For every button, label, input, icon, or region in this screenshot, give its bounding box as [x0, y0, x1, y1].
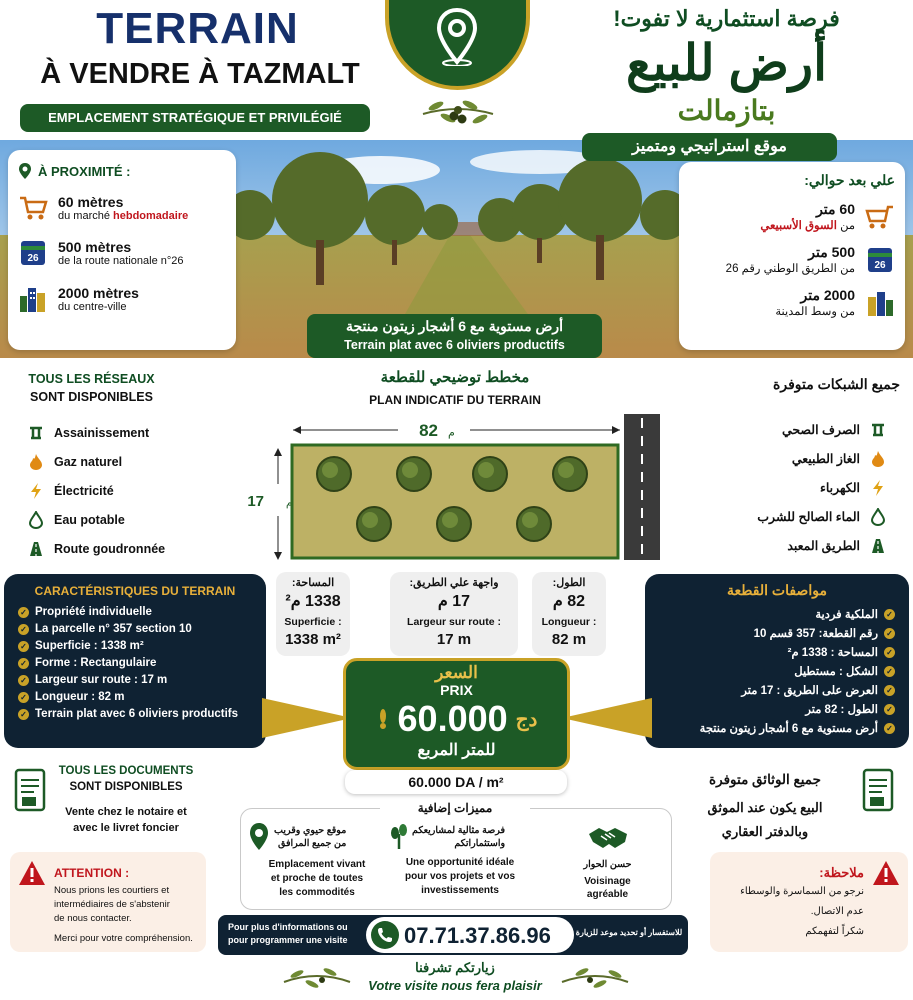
price-footer-fr: 60.000 DA / m²: [345, 770, 567, 794]
check-icon: ✓: [884, 609, 895, 620]
characteristic-text: الطول : 82 متر: [805, 704, 878, 716]
advantage-fr: Voisinage: [584, 876, 631, 887]
price-label-ar: السعر: [435, 663, 478, 682]
proximity-ar-value: 2000 متر: [800, 287, 855, 303]
plan-tree-icon: [473, 457, 507, 491]
plan-tree-icon: [437, 507, 471, 541]
road-sign-number: 26: [874, 259, 886, 271]
contact-fr-text: pour programmer une visite: [228, 935, 348, 945]
characteristic-text: الشكل : مستطيل: [794, 666, 878, 678]
proximity-fr-item: [18, 284, 226, 314]
plan-length-unit: م: [448, 427, 455, 439]
advantage-fr: et proche de toutes: [270, 873, 364, 884]
subtitle-fr-badge: EMPLACEMENT STRATÉGIQUE ET PRIVILÉGIÉ: [20, 104, 370, 132]
check-icon: ✓: [884, 704, 895, 715]
dimension-value-fr: 82 m: [551, 631, 587, 648]
networks-fr-title: TOUS LES RÉSEAUX: [28, 372, 155, 386]
header: [0, 0, 913, 140]
attention-fr-text: de nous contacter.: [54, 913, 132, 924]
advantage-ar: من جميع المرافق: [278, 838, 347, 849]
proximity-fr-card: [8, 150, 236, 350]
attention-ar-title: ملاحظة:: [819, 865, 864, 880]
proximity-ar-value: 60 متر: [816, 201, 855, 217]
dimension-label-ar: واجهة علي الطريق:: [409, 577, 499, 589]
water-drop-icon: [870, 508, 886, 526]
warning-icon: [872, 860, 900, 886]
photo-caption-fr: Terrain plat avec 6 oliviers productifs: [344, 338, 565, 352]
water-drop-icon: [28, 511, 44, 529]
network-label: الطريق المعبد: [787, 539, 860, 553]
networks-fr: [14, 372, 224, 563]
characteristic-text: المساحة : 1338 م²: [787, 647, 878, 659]
documents-fr-text: Vente chez le notaire et: [65, 806, 187, 818]
sprout-icon: [390, 824, 408, 850]
check-icon: ✓: [884, 685, 895, 696]
advantage-item: [248, 822, 386, 900]
road-sign-number: 26: [27, 253, 39, 264]
lightning-icon: [870, 479, 886, 497]
networks-fr-subtitle: SONT DISPONIBLES: [30, 390, 153, 404]
dimension-value-ar: 17 م: [437, 593, 471, 610]
attention-ar-text: شكراً لتفهمكم: [805, 926, 864, 937]
title-fr-terrain: TERRAIN: [96, 4, 299, 53]
phone-icon: [370, 920, 400, 950]
network-label: الغاز الطبيعي: [791, 452, 860, 466]
network-label: Eau potable: [54, 512, 125, 527]
plan-tree-icon: [357, 507, 391, 541]
proximity-ar-desc: من وسط المدينة: [775, 306, 855, 318]
location-pin-icon: [18, 162, 32, 180]
plan-tree-icon: [397, 457, 431, 491]
characteristic-item: [659, 702, 895, 716]
proximity-ar-item: [689, 287, 895, 318]
proximity-fr-title: À PROXIMITÉ :: [38, 163, 131, 179]
olive-leaf-icon: [376, 708, 390, 730]
characteristic-text: رقم القطعة: 357 قسم 10: [753, 628, 878, 640]
proximity-fr-desc: du marché: [58, 210, 114, 222]
documents-fr-title: TOUS LES DOCUMENTS: [58, 765, 194, 777]
network-label: Assainissement: [54, 425, 150, 440]
attention-fr-title: ATTENTION :: [54, 866, 130, 880]
plan-diagram: [248, 412, 668, 564]
network-label: الماء الصالح للشرب: [757, 510, 860, 524]
characteristic-text: La parcelle n° 357 section 10: [35, 623, 192, 635]
characteristic-text: Terrain plat avec 6 oliviers productifs: [35, 708, 239, 720]
proximity-fr-value: 60 mètres: [58, 194, 124, 210]
proximity-fr-item: [18, 238, 226, 268]
check-icon: ✓: [18, 641, 29, 652]
location-pin-icon: [436, 8, 478, 66]
photo-caption-ar: أرض مستوية مع 6 أشجار زيتون منتجة: [345, 318, 564, 334]
plan-title-ar: مخطط توضيحي للقطعة: [380, 369, 530, 386]
check-icon: ✓: [18, 692, 29, 703]
dimension-label-fr: Superficie :: [284, 616, 342, 628]
price-label-fr: PRIX: [440, 682, 473, 698]
characteristics-ar-card: [645, 574, 909, 748]
networks-ar: [700, 376, 900, 560]
network-label: Gaz naturel: [54, 454, 123, 469]
characteristic-item: [18, 708, 252, 720]
title-fr-a-vendre: À VENDRE À TAZMALT: [40, 58, 360, 90]
characteristic-item: [18, 691, 252, 703]
road-icon: [870, 538, 886, 554]
documents-ar-text: وبالدفتر العقاري: [721, 824, 809, 839]
characteristic-item: [18, 674, 252, 686]
plan-tree-icon: [553, 457, 587, 491]
dimension-label-fr: Longueur :: [541, 616, 597, 628]
dimension-value-fr: 1338 m²: [285, 631, 341, 648]
proximity-ar-desc: من: [836, 220, 855, 232]
proximity-ar-highlight: السوق الأسبيعي: [760, 220, 837, 232]
price-card: [343, 658, 570, 770]
proximity-fr-highlight: hebdomadaire: [113, 210, 189, 222]
buildings-icon: [865, 288, 895, 318]
buildings-icon: [18, 284, 48, 314]
proximity-ar-card: [679, 162, 905, 350]
proximity-ar-item: [689, 201, 895, 232]
pipe-icon: [870, 422, 886, 438]
dimension-value-ar: 1338 م²: [285, 593, 341, 610]
footer-fr: Votre visite nous fera plaisir: [368, 978, 542, 993]
characteristic-text: Propriété individuelle: [35, 606, 152, 618]
advantage-ar: حسن الحوار: [583, 859, 632, 870]
check-icon: ✓: [18, 624, 29, 635]
flame-icon: [28, 453, 44, 471]
documents-fr-text: avec le livret foncier: [73, 822, 179, 834]
plan-length-value: 82: [419, 421, 438, 440]
plan-tree-icon: [517, 507, 551, 541]
attention-ar-text: نرجو من السماسرة والوسطاء: [740, 886, 864, 897]
characteristic-text: أرض مستوية مع 6 أشجار زيتون منتجة: [699, 723, 878, 735]
advantage-ar: فرصة مثالية لمشاريعكم: [412, 825, 506, 836]
documents-icon: [14, 768, 48, 814]
characteristic-item: [659, 721, 895, 735]
advantage-fr: Emplacement vivant: [268, 859, 366, 870]
advantage-fr: agréable: [586, 889, 629, 900]
dimension-label-ar: الطول:: [552, 577, 586, 589]
advantage-item: [390, 824, 530, 898]
documents-fr-subtitle: SONT DISPONIBLES: [69, 781, 183, 793]
characteristic-text: الملكية فردية: [815, 609, 878, 621]
phone-number[interactable]: 07.71.37.86.96: [404, 923, 551, 948]
advantage-fr: les commodités: [279, 887, 355, 898]
characteristics-fr-title: CARACTÉRISTIQUES DU TERRAIN: [34, 584, 236, 598]
characteristic-item: [18, 640, 252, 652]
networks-ar-title: جميع الشبكات متوفرة: [773, 376, 900, 392]
proximity-ar-item: [689, 244, 895, 275]
plan-tree-icon: [317, 457, 351, 491]
plan-width-unit: م: [286, 498, 293, 509]
characteristic-text: Longueur : 82 m: [35, 691, 125, 703]
network-item: [28, 447, 224, 476]
check-icon: ✓: [884, 647, 895, 658]
network-label: الصرف الصحي: [781, 423, 860, 437]
price-per-unit-ar: للمتر المربع: [417, 742, 496, 759]
advantages-title: مميزات إضافية: [380, 801, 530, 815]
advantage-ar: واستثماراتكم: [454, 838, 506, 849]
characteristic-item: [659, 607, 895, 621]
characteristic-text: Superficie : 1338 m²: [35, 640, 144, 652]
warning-icon: [18, 860, 46, 886]
characteristic-item: [659, 645, 895, 659]
road-sign-26-icon: [18, 238, 48, 268]
olive-branch-icon: [418, 92, 498, 132]
characteristic-item: [18, 657, 252, 669]
proximity-ar-value: 500 متر: [808, 244, 855, 260]
olive-branch-icon: [560, 962, 630, 992]
dimension-value-fr: 17 m: [436, 631, 472, 648]
check-icon: ✓: [884, 628, 895, 639]
pipe-icon: [28, 425, 44, 441]
characteristic-text: العرض على الطريق : 17 متر: [741, 685, 878, 697]
proximity-fr-value: 500 mètres: [58, 239, 132, 255]
advantage-item: [550, 824, 665, 900]
attention-fr-text: intermédiaires de s'abstenir: [54, 899, 170, 910]
proximity-fr-desc: de la route nationale n°26: [58, 255, 184, 267]
network-item: [28, 476, 224, 505]
check-icon: ✓: [884, 723, 895, 734]
proximity-fr-item: [18, 194, 226, 222]
plan-width-value: 17: [248, 493, 264, 510]
road-sign-26-icon: [865, 245, 895, 275]
attention-fr-card: [10, 852, 206, 952]
contact-bar[interactable]: [218, 915, 688, 955]
price-amount: 60.000: [397, 698, 508, 739]
title-ar-sub: بتازمالت: [677, 95, 776, 126]
network-label: الكهرباء: [819, 481, 860, 495]
cart-icon: [865, 204, 895, 230]
characteristic-text: Largeur sur route : 17 m: [35, 674, 168, 686]
network-label: Route goudronnée: [54, 541, 166, 556]
dimension-label-ar: المساحة:: [291, 577, 335, 589]
characteristic-item: [659, 683, 895, 697]
characteristic-item: [659, 626, 895, 640]
lightning-icon: [28, 482, 44, 500]
photo-caption: [307, 314, 602, 358]
cart-icon: [18, 195, 48, 221]
check-icon: ✓: [884, 666, 895, 677]
contact-fr-text: Pour plus d'informations ou: [228, 922, 348, 932]
network-item: [28, 418, 224, 447]
network-item: [700, 473, 886, 502]
title-ar-big: أرض للبيع: [626, 35, 827, 91]
characteristic-item: [659, 664, 895, 678]
attention-fr-text: Merci pour votre compréhension.: [54, 933, 193, 944]
subtitle-ar-badge: موقع استراتيجي ومتميز: [582, 133, 837, 161]
characteristics-ar-title: مواصفات القطعة: [727, 582, 827, 598]
dimension-value-ar: 82 م: [552, 593, 586, 610]
attention-fr-text: Nous prions les courtiers et: [54, 885, 170, 896]
check-icon: ✓: [18, 709, 29, 720]
advantage-fr: pour vos projets et vos: [404, 871, 516, 882]
contact-ar-text: للاستفسار أو تحديد موعد للزيارة: [575, 928, 683, 937]
attention-ar-card: [710, 852, 908, 952]
road-icon: [28, 541, 44, 557]
network-item: [700, 444, 886, 473]
footer-ar: زيارتكم تشرفنا: [415, 960, 495, 975]
network-item: [700, 415, 886, 444]
location-pin-icon: [248, 822, 270, 852]
handshake-icon: [587, 824, 629, 852]
network-label: Électricité: [54, 483, 114, 498]
proximity-ar-title: علي بعد حوالي:: [804, 172, 895, 188]
documents-icon: [862, 768, 896, 814]
proximity-ar-desc: من الطريق الوطني رقم 26: [725, 263, 855, 275]
proximity-fr-desc: du centre-ville: [58, 301, 127, 313]
network-item: [28, 505, 224, 534]
network-item: [700, 502, 886, 531]
check-icon: ✓: [18, 658, 29, 669]
flame-icon: [870, 450, 886, 468]
advantage-ar: موقع حيوي وقريب: [274, 825, 347, 836]
advantage-fr: investissements: [421, 885, 499, 896]
title-ar-small: فرصة استثمارية لا تفوت!: [613, 6, 840, 31]
plan-title-fr: PLAN INDICATIF DU TERRAIN: [369, 393, 541, 407]
dimension-label-fr: Largeur sur route :: [407, 616, 501, 628]
characteristic-item: [18, 623, 252, 635]
phone-pill[interactable]: [366, 917, 574, 953]
price-currency: دج: [515, 708, 538, 731]
network-item: [700, 531, 886, 560]
characteristics-fr-card: [4, 574, 266, 748]
documents-ar-title: جميع الوثائق متوفرة: [709, 772, 821, 787]
documents-ar-text: البيع يكون عند الموثق: [707, 800, 823, 815]
network-item: [28, 534, 224, 563]
advantage-fr: Une opportunité idéale: [405, 857, 515, 868]
attention-ar-text: عدم الاتصال.: [810, 906, 864, 917]
characteristic-item: [18, 606, 252, 618]
characteristic-text: Forme : Rectangulaire: [35, 657, 157, 669]
proximity-fr-value: 2000 mètres: [58, 285, 139, 301]
check-icon: ✓: [18, 607, 29, 618]
check-icon: ✓: [18, 675, 29, 686]
